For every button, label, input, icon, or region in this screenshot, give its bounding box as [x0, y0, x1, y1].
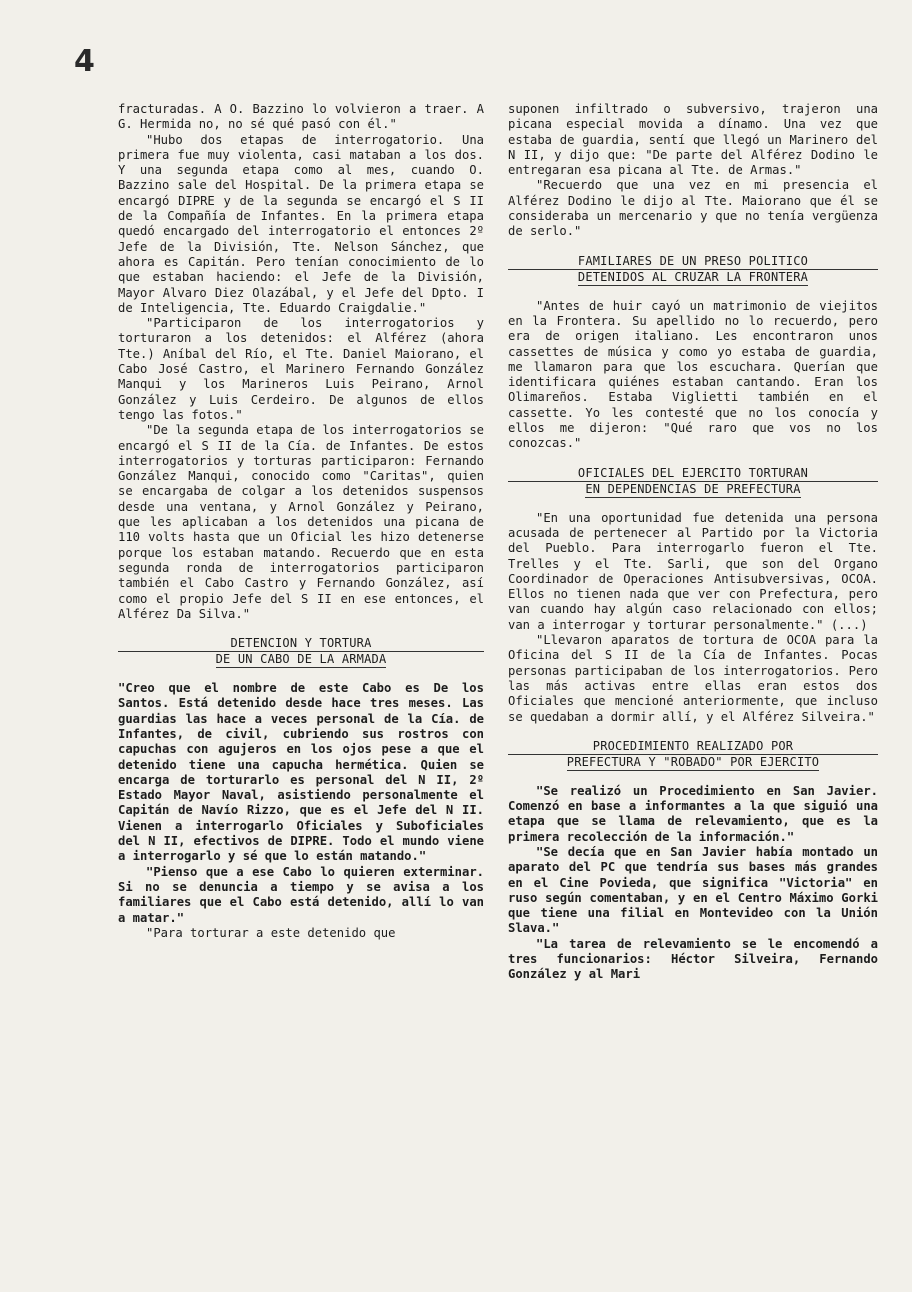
- section-heading: [508, 254, 878, 286]
- paragraph: fracturadas. A O. Bazzino lo volvieron a traer. A G. Hermida no, no sé qué pasó con él.": [118, 102, 484, 132]
- right-column: [508, 102, 878, 983]
- paragraph: "Antes de huir cayó un matrimonio de viejitos en la Frontera. Su apellido no lo recuerdo, pero era de origen italiano. Les encontraron unos cassettes de música y como yo estaba de guardia, me llamaron para que los escuchara. Querían que identificara quiénes estaban cantando. Eran los Olimareños. Estaba Viglietti también en el cassette. Yo les contesté que no los conocía y ellos me dijeron: "Qué raro que vos no los conozcas.": [508, 298, 878, 451]
- section-heading: [118, 636, 484, 668]
- paragraph: "Participaron de los interrogatorios y torturaron a los detenidos: el Alférez (ahora Tte.) Aníbal del Río, el Tte. Daniel Maiorano, el Cabo José Castro, el Marinero Fernando González Manqui y los Marineros Luis Peirano, Arnol González y Luis Cerdeiro. De algunos de ellos tengo las fotos.": [118, 316, 484, 422]
- page-number: 4: [74, 44, 95, 79]
- heading-line: FAMILIARES DE UN PRESO POLITICO: [508, 254, 878, 270]
- paragraph: "Recuerdo que una vez en mi presencia el Alférez Dodino le dijo al Tte. Maiorano que él se consideraba un mercenario y que no tenía vergüenza de serlo.": [508, 178, 878, 239]
- heading-line: DETENIDOS AL CRUZAR LA FRONTERA: [577, 269, 809, 284]
- heading-line: PREFECTURA Y "ROBADO" POR EJERCITO: [566, 754, 820, 769]
- left-column: [118, 102, 484, 941]
- paragraph: "Se realizó un Procedimiento en San Javier. Comenzó en base a informantes a la que siguió una etapa que se llama de relevamiento, que es la primera recolección de la información.": [508, 783, 878, 844]
- heading-line: DETENCION Y TORTURA: [118, 636, 484, 652]
- paragraph: "De la segunda etapa de los interrogatorios se encargó el S II de la Cía. de Infantes. De estos interrogatorios y torturas participaron: Fernando González Manqui, conocido como "Caritas", quien se encargaba de colgar a los detenidos suspensos desde una ventana, y Arnol González y Peirano, que les aplicaban a los detenidos una picana de 110 volts hasta que un Oficial les hizo detenerse porque los estaban matando. Recuerdo que en esta segunda ronda de interrogatorios participaron también el Cabo Castro y Fernando González, así como el propio Jefe del S II en ese entonces, el Alférez Da Silva.": [118, 423, 484, 621]
- section-heading: [508, 466, 878, 498]
- heading-line: OFICIALES DEL EJERCITO TORTURAN: [508, 466, 878, 482]
- paragraph: "Creo que el nombre de este Cabo es De los Santos. Está detenido desde hace tres meses. Las guardias las hace a veces personal de la Cía. de Infantes, de civil, cubriendo sus rostros con capuchas con agujeros en los ojos pese a que el detenido tiene una capucha hermética. Quien se encarga de torturarlo es personal del N II, 2º Estado Mayor Naval, asistiendo personalmente el Capitán de Navío Rizzo, que es el Jefe del N II. Vienen a interrogarlo Oficiales y Suboficiales del N II, efectivos de DIPRE. Todo el mundo viene a interrogarlo y sé que lo están matando.": [118, 681, 484, 864]
- heading-line: PROCEDIMIENTO REALIZADO POR: [508, 739, 878, 755]
- section-heading: [508, 739, 878, 771]
- paragraph: "Pienso que a ese Cabo lo quieren exterminar. Si no se denuncia a tiempo y se avisa a los familiares que el Cabo está detenido, allí lo van a matar.": [118, 864, 484, 925]
- paragraph: "En una oportunidad fue detenida una persona acusada de pertenecer al Partido por la Victoria del Pueblo. Para interrogarlo fueron el Tte. Trelles y el Tte. Sarli, que son del Organo Coordinador de Operaciones Antisubversivas, OCOA. Ellos no tienen nada que ver con Prefectura, pero van cuando hay algún caso relacionado con ellos; van a interrogar y torturar personalmente." (...): [508, 510, 878, 632]
- paragraph: "Hubo dos etapas de interrogatorio. Una primera fue muy violenta, casi mataban a los dos. Y una segunda etapa como al mes, cuando O. Bazzino sale del Hospital. De la primera etapa se encargó DIPRE y de la segunda se encargó el S II de la Compañía de Infantes. En la primera etapa quedó encargado del interrogatorio el entonces 2º Jefe de la División, Tte. Nelson Sánchez, que ahora es Capitán. Pero tenían conocimiento de lo que estaban haciendo: el Jefe de la División, Mayor Alvaro Diez Olazábal, y el Jefe del Dpto. I de Inteligencia, Tte. Eduardo Craigdalie.": [118, 132, 484, 315]
- heading-line: DE UN CABO DE LA ARMADA: [215, 652, 387, 667]
- paragraph: suponen infiltrado o subversivo, trajeron una picana especial movida a dínamo. Una vez que estaba de guardia, sentí que llegó un Marinero del N II, y dijo que: "De parte del Alférez Dodino le entregaran esa picana al Tte. de Armas.": [508, 102, 878, 178]
- paragraph: "Llevaron aparatos de tortura de OCOA para la Oficina del S II de la Cía de Infantes. Pocas personas participaban de los interrogatorios. Pero las más activas entre ellas eran estos dos Oficiales que mencioné anteriormente, que incluso se quedaban a dormir allí, y el Alférez Silveira.": [508, 633, 878, 724]
- paragraph: "La tarea de relevamiento se le encomendó a tres funcionarios: Héctor Silveira, Fernando González y al Mari: [508, 936, 878, 982]
- heading-line: EN DEPENDENCIAS DE PREFECTURA: [585, 481, 801, 496]
- paragraph: "Se decía que en San Javier había montado un aparato del PC que tendría sus bases más grandes en el Cine Povieda, que significa "Victoria" en ruso según comentaban, y en el Centro Máximo Gorki que tiene una filial en Montevideo con la Unión Slava.": [508, 844, 878, 936]
- paragraph: "Para torturar a este detenido que: [146, 925, 396, 940]
